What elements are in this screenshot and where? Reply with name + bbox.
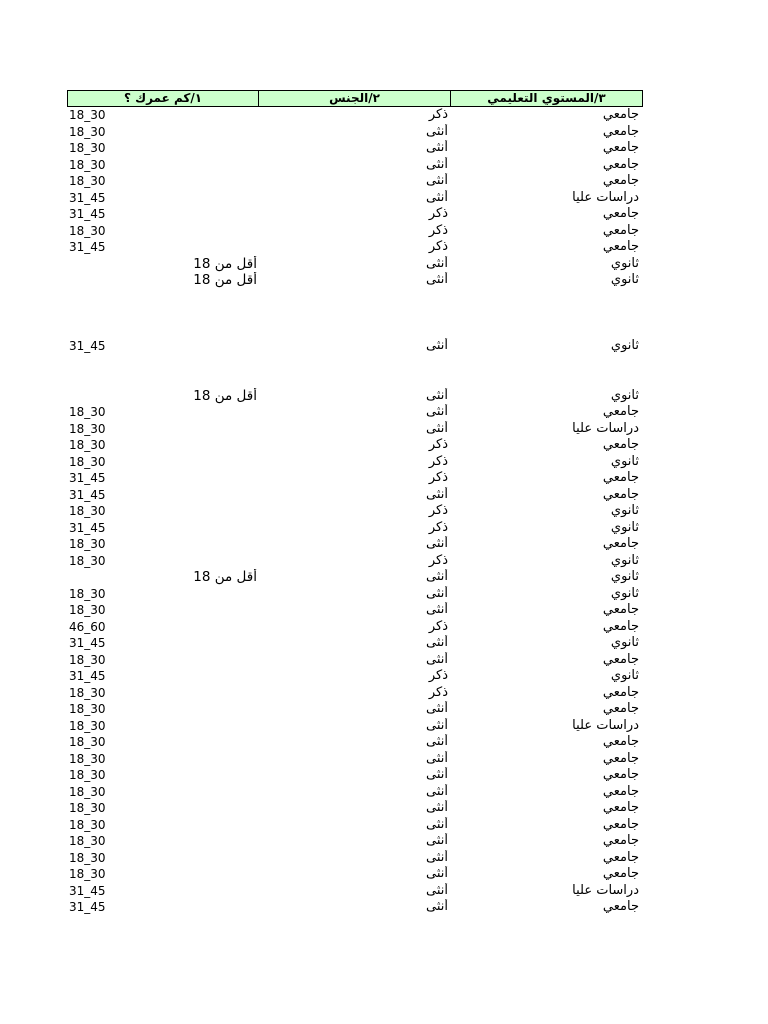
cell-education[interactable]: ثانوي: [610, 585, 639, 601]
cell-age[interactable]: 31_45: [69, 669, 106, 683]
cell-gender[interactable]: أنثى: [426, 816, 448, 832]
cell-gender[interactable]: أنثى: [426, 173, 448, 188]
cell-education[interactable]: [450, 289, 641, 306]
table-row: [67, 206, 643, 223]
cell-education[interactable]: جامعي: [602, 767, 639, 782]
cell-gender[interactable]: أنثى: [426, 734, 448, 749]
cell-age[interactable]: [67, 305, 258, 322]
cell-gender[interactable]: أنثى: [426, 717, 448, 733]
cell-age[interactable]: 18_30: [69, 421, 106, 436]
cell-age[interactable]: 31_45: [69, 636, 106, 650]
table-row: [67, 388, 643, 405]
cell-gender[interactable]: أنثى: [426, 255, 448, 271]
cell-age[interactable]: 18_30: [69, 685, 106, 700]
table-row: [67, 470, 643, 487]
cell-education[interactable]: جامعي: [602, 800, 639, 815]
table-row: [67, 784, 643, 801]
cell-age[interactable]: [67, 322, 258, 339]
cell-gender[interactable]: أنثى: [426, 882, 448, 898]
cell-education[interactable]: [450, 371, 641, 388]
cell-age[interactable]: 31_45: [69, 487, 106, 502]
cell-gender[interactable]: أنثى: [426, 833, 448, 848]
table-row: [67, 833, 643, 850]
table-row: [67, 751, 643, 768]
cell-age[interactable]: 18_30: [69, 438, 106, 452]
cell-age[interactable]: 18_30: [69, 603, 106, 617]
cell-education[interactable]: جامعي: [602, 866, 639, 881]
table-row: [67, 817, 643, 834]
cell-gender[interactable]: أنثى: [426, 569, 448, 584]
cell-education[interactable]: جامعي: [602, 156, 639, 172]
cell-education[interactable]: ثانوي: [610, 668, 639, 683]
cell-gender[interactable]: ذكر: [428, 453, 448, 469]
cell-gender[interactable]: أنثى: [426, 189, 448, 205]
cell-gender[interactable]: ذكر: [428, 503, 448, 518]
cell-education[interactable]: دراسات عليا: [572, 189, 639, 205]
cell-gender[interactable]: ذكر: [428, 107, 448, 122]
table-row: [67, 619, 643, 636]
table-row: [67, 305, 643, 322]
cell-gender[interactable]: أنثى: [426, 338, 448, 353]
table-row: [67, 503, 643, 520]
table-row: [67, 602, 643, 619]
table-row: [67, 322, 643, 339]
table-row: [67, 668, 643, 685]
cell-education[interactable]: جامعي: [602, 849, 639, 865]
table-row: [67, 536, 643, 553]
cell-gender[interactable]: ذكر: [428, 684, 448, 700]
cell-age[interactable]: 18_30: [69, 735, 106, 749]
table-row: [67, 553, 643, 570]
cell-education[interactable]: ثانوي: [610, 503, 639, 518]
cell-gender[interactable]: [258, 322, 450, 339]
cell-education[interactable]: ثانوي: [610, 453, 639, 469]
table-row: [67, 586, 643, 603]
cell-age[interactable]: [67, 371, 258, 388]
cell-age[interactable]: 18_30: [69, 108, 106, 122]
cell-gender[interactable]: ذكر: [428, 222, 448, 238]
cell-education[interactable]: جامعي: [602, 602, 639, 617]
table-row: [67, 140, 643, 157]
cell-age[interactable]: 31_45: [69, 520, 106, 535]
table-row: [67, 899, 643, 916]
table-row: [67, 866, 643, 883]
table-row: [67, 652, 643, 669]
cell-gender[interactable]: ذكر: [428, 552, 448, 568]
cell-education[interactable]: جامعي: [602, 470, 639, 485]
cell-age[interactable]: 18_30: [69, 817, 106, 832]
cell-gender[interactable]: أنثى: [426, 420, 448, 436]
table-row: [67, 124, 643, 141]
cell-gender[interactable]: أنثى: [426, 387, 448, 403]
cell-age[interactable]: 18_30: [69, 586, 106, 601]
cell-gender[interactable]: أنثى: [426, 866, 448, 881]
cell-age[interactable]: 18_30: [69, 850, 106, 865]
cell-age[interactable]: 31_45: [69, 240, 106, 254]
cell-gender[interactable]: ذكر: [428, 618, 448, 634]
cell-education[interactable]: جامعي: [602, 206, 639, 221]
cell-education[interactable]: [450, 305, 641, 322]
table-row: [67, 454, 643, 471]
cell-gender[interactable]: أنثى: [426, 536, 448, 551]
table-row: [67, 520, 643, 537]
cell-age[interactable]: 18_30: [69, 702, 106, 716]
cell-age[interactable]: أقل من 18: [193, 272, 257, 288]
cell-education[interactable]: ثانوي: [610, 387, 639, 403]
cell-age[interactable]: 31_45: [69, 207, 106, 221]
cell-education[interactable]: جامعي: [602, 536, 639, 551]
cell-education[interactable]: جامعي: [602, 123, 639, 139]
cell-education[interactable]: [450, 322, 641, 339]
cell-education[interactable]: جامعي: [602, 140, 639, 155]
cell-gender[interactable]: ذكر: [428, 206, 448, 221]
table-row: [67, 239, 643, 256]
cell-education[interactable]: دراسات عليا: [572, 882, 639, 898]
cell-age[interactable]: 18_30: [69, 784, 106, 799]
cell-age[interactable]: [67, 355, 258, 372]
table-row: [67, 223, 643, 240]
table-row: [67, 734, 643, 751]
table-row: [67, 157, 643, 174]
table-row: [67, 850, 643, 867]
cell-age[interactable]: 31_45: [69, 471, 106, 485]
cell-education[interactable]: جامعي: [602, 437, 639, 452]
cell-education[interactable]: ثانوي: [610, 569, 639, 584]
cell-education[interactable]: ثانوي: [610, 519, 639, 535]
table-row: [67, 635, 643, 652]
table-row: [67, 767, 643, 784]
cell-gender[interactable]: أنثى: [426, 272, 448, 287]
cell-gender[interactable]: أنثى: [426, 140, 448, 155]
cell-education[interactable]: جامعي: [602, 618, 639, 634]
cell-education[interactable]: جامعي: [602, 684, 639, 700]
cell-education[interactable]: جامعي: [602, 833, 639, 848]
cell-gender[interactable]: ذكر: [428, 437, 448, 452]
header-row: [67, 90, 643, 107]
table-row: [67, 404, 643, 421]
cell-gender[interactable]: [258, 305, 450, 322]
cell-age[interactable]: 18_30: [69, 174, 106, 188]
cell-education[interactable]: جامعي: [602, 816, 639, 832]
cell-age[interactable]: 18_30: [69, 124, 106, 139]
table-row: [67, 883, 643, 900]
cell-gender[interactable]: أنثى: [426, 800, 448, 815]
cell-gender[interactable]: أنثى: [426, 602, 448, 617]
table-row: [67, 338, 643, 355]
cell-age[interactable]: 18_30: [69, 454, 106, 469]
cell-gender[interactable]: ذكر: [428, 668, 448, 683]
table-row: [67, 800, 643, 817]
cell-gender[interactable]: أنثى: [426, 651, 448, 667]
cell-gender[interactable]: [258, 355, 450, 372]
table-row: [67, 289, 643, 306]
cell-age[interactable]: 18_30: [69, 867, 106, 881]
cell-gender[interactable]: أنثى: [426, 783, 448, 799]
cell-education[interactable]: دراسات عليا: [572, 420, 639, 436]
cell-age[interactable]: 46_60: [69, 619, 106, 634]
cell-education[interactable]: ثانوي: [610, 338, 639, 353]
cell-education[interactable]: جامعي: [602, 239, 639, 254]
cell-gender[interactable]: أنثى: [426, 585, 448, 601]
data-rows: [67, 107, 643, 916]
cell-age[interactable]: 18_30: [69, 718, 106, 733]
cell-age[interactable]: 18_30: [69, 553, 106, 568]
cell-age[interactable]: 18_30: [69, 652, 106, 667]
cell-age[interactable]: 18_30: [69, 768, 106, 782]
cell-age[interactable]: 18_30: [69, 504, 106, 518]
cell-age[interactable]: أقل من 18: [193, 569, 257, 585]
cell-gender[interactable]: أنثى: [426, 750, 448, 766]
cell-gender[interactable]: [258, 289, 450, 306]
cell-age[interactable]: [67, 289, 258, 306]
table-row: [67, 685, 643, 702]
cell-gender[interactable]: أنثى: [426, 404, 448, 419]
cell-education[interactable]: جامعي: [602, 486, 639, 502]
table-row: [67, 256, 643, 273]
cell-age[interactable]: 18_30: [69, 157, 106, 172]
table-row: [67, 718, 643, 735]
table-row: [67, 701, 643, 718]
cell-gender[interactable]: أنثى: [426, 156, 448, 172]
cell-education[interactable]: ثانوي: [610, 272, 639, 287]
table-row: [67, 371, 643, 388]
cell-education[interactable]: ثانوي: [610, 635, 639, 650]
table-row: [67, 272, 643, 289]
cell-education[interactable]: ثانوي: [610, 255, 639, 271]
table-row: [67, 107, 643, 124]
table-row: [67, 173, 643, 190]
cell-age[interactable]: 18_30: [69, 405, 106, 419]
cell-gender[interactable]: ذكر: [428, 239, 448, 254]
cell-education[interactable]: جامعي: [602, 222, 639, 238]
cell-age[interactable]: 18_30: [69, 223, 106, 238]
header-age[interactable]: ١/كم عمرك ؟: [68, 91, 259, 106]
table-row: [67, 569, 643, 586]
cell-gender[interactable]: ذكر: [428, 470, 448, 485]
cell-age[interactable]: 18_30: [69, 834, 106, 848]
cell-age[interactable]: 31_45: [69, 190, 106, 205]
cell-gender[interactable]: أنثى: [426, 767, 448, 782]
cell-age[interactable]: 31_45: [69, 883, 106, 898]
cell-education[interactable]: جامعي: [602, 651, 639, 667]
cell-education[interactable]: جامعي: [602, 750, 639, 766]
header-gender[interactable]: ٢/الجنس: [259, 91, 451, 106]
cell-education[interactable]: جامعي: [602, 899, 639, 914]
cell-education[interactable]: جامعي: [602, 107, 639, 122]
cell-age[interactable]: 18_30: [69, 751, 106, 766]
cell-gender[interactable]: [258, 371, 450, 388]
cell-gender[interactable]: ذكر: [428, 519, 448, 535]
cell-age[interactable]: 18_30: [69, 141, 106, 155]
cell-education[interactable]: ثانوي: [610, 552, 639, 568]
cell-education[interactable]: جامعي: [602, 173, 639, 188]
cell-gender[interactable]: أنثى: [426, 123, 448, 139]
cell-education[interactable]: دراسات عليا: [572, 717, 639, 733]
spreadsheet: [67, 90, 643, 916]
cell-education[interactable]: جامعي: [602, 734, 639, 749]
cell-education[interactable]: جامعي: [602, 701, 639, 716]
cell-age[interactable]: أقل من 18: [193, 255, 257, 272]
cell-age[interactable]: 31_45: [69, 339, 106, 353]
table-row: [67, 437, 643, 454]
cell-gender[interactable]: أنثى: [426, 635, 448, 650]
cell-age[interactable]: 18_30: [69, 801, 106, 815]
cell-gender[interactable]: أنثى: [426, 486, 448, 502]
table-row: [67, 421, 643, 438]
cell-gender[interactable]: أنثى: [426, 899, 448, 914]
cell-age[interactable]: أقل من 18: [193, 387, 257, 404]
cell-gender[interactable]: أنثى: [426, 701, 448, 716]
cell-age[interactable]: 31_45: [69, 900, 106, 914]
table-row: [67, 355, 643, 372]
cell-education[interactable]: جامعي: [602, 783, 639, 799]
cell-age[interactable]: 18_30: [69, 537, 106, 551]
cell-education[interactable]: [450, 355, 641, 372]
cell-education[interactable]: جامعي: [602, 404, 639, 419]
table-row: [67, 487, 643, 504]
table-row: [67, 190, 643, 207]
cell-gender[interactable]: أنثى: [426, 849, 448, 865]
header-education[interactable]: ٣/المستوي التعليمي: [487, 91, 606, 105]
